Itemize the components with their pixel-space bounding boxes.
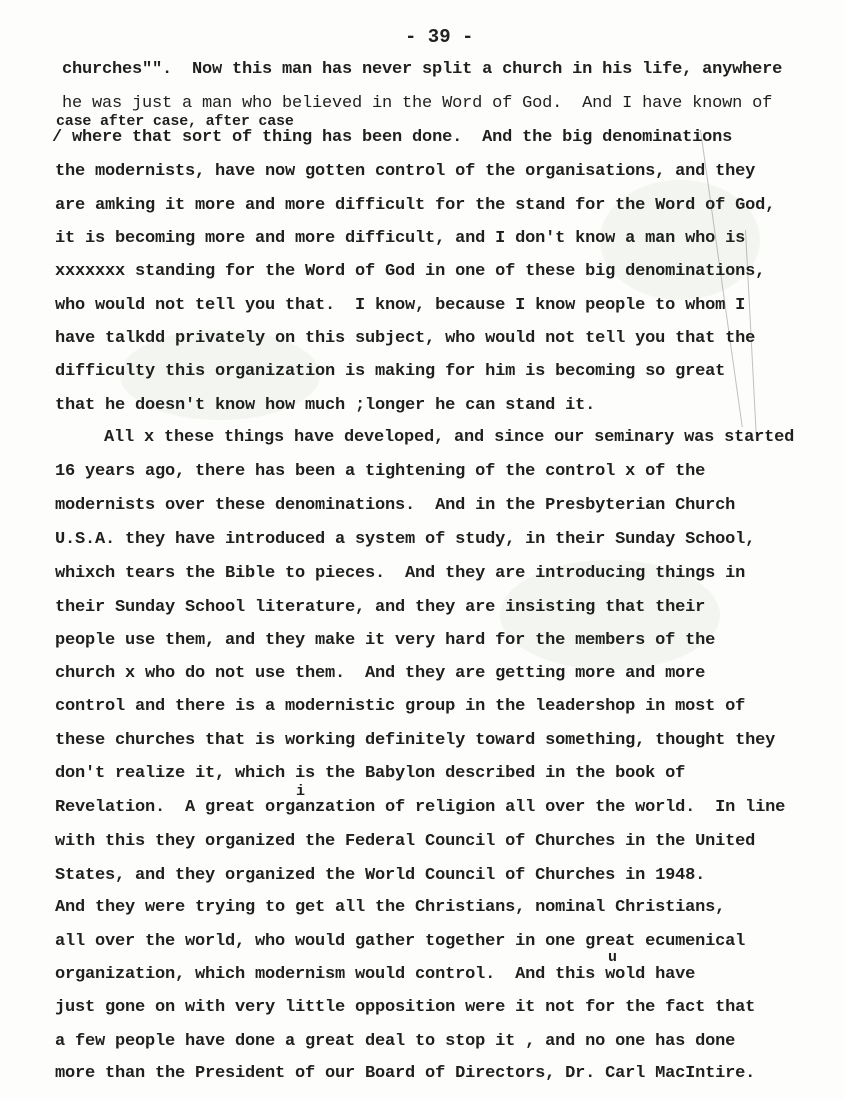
text-line: people use them, and they make it very hard for the members of the: [55, 631, 716, 650]
text-line: he was just a man who believed in the Word of God. And I have known of: [62, 94, 773, 113]
text-line: 16 years ago, there has been a tightening of the control x of the: [55, 462, 706, 481]
text-line: that he doesn't know how much ;longer he can stand it.: [55, 396, 596, 415]
text-line: whixch tears the Bible to pieces. And they are introducing things in: [55, 564, 746, 583]
text-line: U.S.A. they have introduced a system of study, in their Sunday School,: [55, 530, 756, 549]
text-line: don't realize it, which is the Babylon described in the book of: [55, 764, 686, 783]
text-line: difficulty this organization is making for him is becoming so great: [55, 362, 726, 381]
text-line: churches"". Now this man has never split a church in his life, anywhere: [62, 60, 783, 79]
page-number: - 39 -: [405, 26, 474, 48]
text-line: just gone on with very little opposition were it not for the fact that: [55, 998, 756, 1017]
text-line: Revelation. A great organzation of religion all over the world. In line: [55, 798, 786, 817]
text-line: their Sunday School literature, and they are insisting that their: [55, 598, 706, 617]
text-line: the modernists, have now gotten control of the organisations, and they: [55, 162, 756, 181]
text-line: it is becoming more and more difficult, and I don't know a man who is: [55, 229, 746, 248]
text-line: these churches that is working definitely toward something, thought they: [55, 731, 776, 750]
text-line: / where that sort of thing has been done. And the big denominations: [52, 128, 733, 147]
text-line: have talkdd privately on this subject, who would not tell you that the: [55, 329, 756, 348]
text-line: a few people have done a great deal to stop it , and no one has done: [55, 1032, 736, 1051]
text-line: control and there is a modernistic group in the leadershop in most of: [55, 697, 746, 716]
text-line: xxxxxxx standing for the Word of God in one of these big denominations,: [55, 262, 766, 281]
inserted-letter: u: [608, 949, 617, 966]
text-line: who would not tell you that. I know, because I know people to whom I: [55, 296, 746, 315]
text-line: more than the President of our Board of Directors, Dr. Carl MacIntire.: [55, 1064, 756, 1083]
text-line: States, and they organized the World Council of Churches in 1948.: [55, 866, 706, 885]
text-line: And they were trying to get all the Christians, nominal Christians,: [55, 898, 726, 917]
text-line: with this they organized the Federal Council of Churches in the United: [55, 832, 756, 851]
text-line: organization, which modernism would control. And this wold have: [55, 965, 696, 984]
inserted-text: case after case, after case: [56, 113, 294, 130]
text-line: all over the world, who would gather together in one great ecumenical: [55, 932, 746, 951]
text-line: church x who do not use them. And they are getting more and more: [55, 664, 706, 683]
text-line: are amking it more and more difficult for the stand for the Word of God,: [55, 196, 776, 215]
text-line: All x these things have developed, and since our seminary was started: [104, 428, 795, 447]
inserted-letter: i: [296, 783, 305, 800]
text-line: modernists over these denominations. And in the Presbyterian Church: [55, 496, 736, 515]
